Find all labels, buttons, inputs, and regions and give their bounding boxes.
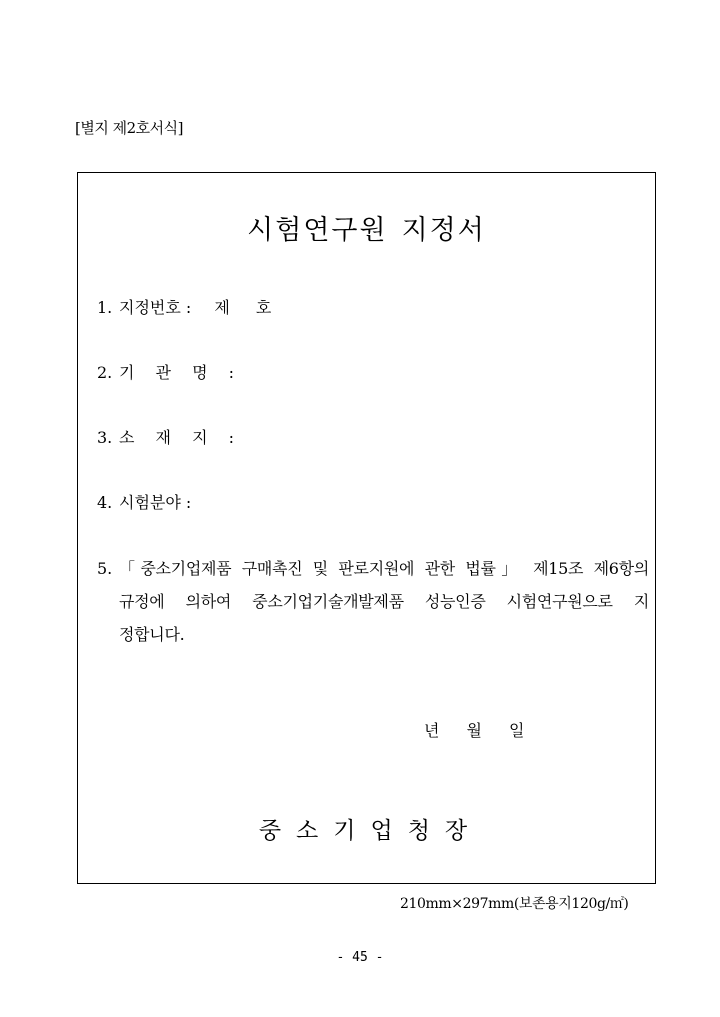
form-label: [별지 제2호서식] [75, 119, 183, 137]
institution-name-label: 기 관 명 : [119, 363, 243, 382]
institution-name-row [97, 361, 242, 385]
designation-number-row [97, 296, 271, 320]
date-day: 일 [508, 721, 525, 740]
issue-date [424, 719, 524, 743]
location-row [97, 426, 242, 450]
title-part-1: 시험연구원 [247, 215, 388, 246]
certificate-form [77, 172, 656, 884]
item-number: 4. [97, 493, 113, 512]
statement-row [97, 557, 649, 651]
statement-line: 정합니다. [119, 625, 185, 644]
date-month: 월 [466, 721, 482, 740]
item-number: 5. [97, 559, 113, 578]
page-number: - 45 - [336, 950, 384, 965]
item-number: 2. [97, 363, 113, 382]
document-title [78, 213, 655, 249]
test-field-label: 시험분야 : [119, 493, 192, 512]
item-number: 1. [97, 298, 113, 317]
test-field-row [97, 491, 191, 515]
issuer-signature: 중소기업청장 [258, 818, 483, 844]
designation-prefix: 제 [214, 298, 230, 317]
statement-line: 규정에 의하여 중소기업기술개발제품 성능인증 시험연구원으로 지 [119, 592, 649, 611]
paper-spec: 210mm×297mm(보존용지120g/㎡) [400, 896, 629, 912]
date-year: 년 [424, 721, 440, 740]
item-number: 3. [97, 428, 113, 447]
designation-suffix: 호 [255, 298, 272, 317]
designation-number-label: 지정번호 : [119, 298, 192, 317]
location-label: 소 재 지 : [119, 428, 243, 447]
title-part-2: 지정서 [401, 215, 486, 246]
statement-line: 「중소기업제품 구매촉진 및 판로지원에 관한 법률」 제15조 제6항의 [119, 559, 649, 578]
designation-number-value [214, 296, 271, 320]
